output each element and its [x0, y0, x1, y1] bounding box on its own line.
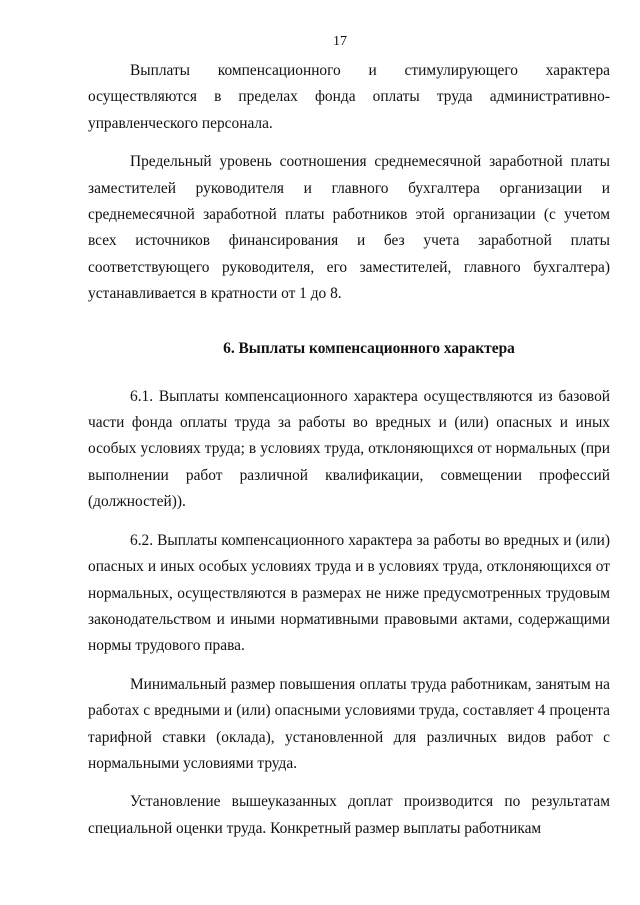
paragraph-special-assessment: Установление вышеуказанных доплат производится по результатам специальной оценки труда. Конкретный размер выплаты работникам — [88, 793, 610, 837]
paragraph-salary-ratio: Предельный уровень соотношения среднемесячной заработной платы заместителей руководителя и главного бухгалтера организации и среднемесячной заработной платы работников этой организации (с учетом всех источников финансирования и без учета заработной платы соответствующего руководителя, его заместителей, главного бухгалтера) устанавливается в кратности от 1 до 8. — [88, 153, 610, 303]
document-body — [88, 58, 610, 842]
paragraph-payments-within-fund: Выплаты компенсационного и стимулирующего характера осуществляются в пределах фонда оплаты труда административно-управленческого персонала. — [88, 62, 610, 132]
section-heading: 6. Выплаты компенсационного характера — [223, 339, 515, 357]
page-number: 17 — [333, 34, 347, 49]
paragraph-minimum-increase: Минимальный размер повышения оплаты труда работникам, занятым на работах с вредными и (или) опасными условиями труда, составляет 4 процента тарифной ставки (оклада), установленной для различных видов работ с нормальными условиями труда. — [88, 675, 610, 772]
paragraph-6-2: 6.2. Выплаты компенсационного характера за работы во вредных и (или) опасных и иных особых условиях труда и в условиях труда, отклоняющихся от нормальных, осуществляются в размерах не ниже предусмотренных трудовым законодательством и иными нормативными правовыми актами, содержащими нормы трудового права. — [88, 531, 610, 655]
paragraph-6-1: 6.1. Выплаты компенсационного характера осуществляются из базовой части фонда оплаты труда за работы во вредных и (или) опасных и иных особых условиях труда; в условиях труда, отклоняющихся от нормальных (при выполнении работ различной квалификации, совмещении профессий (должностей)). — [88, 387, 610, 511]
